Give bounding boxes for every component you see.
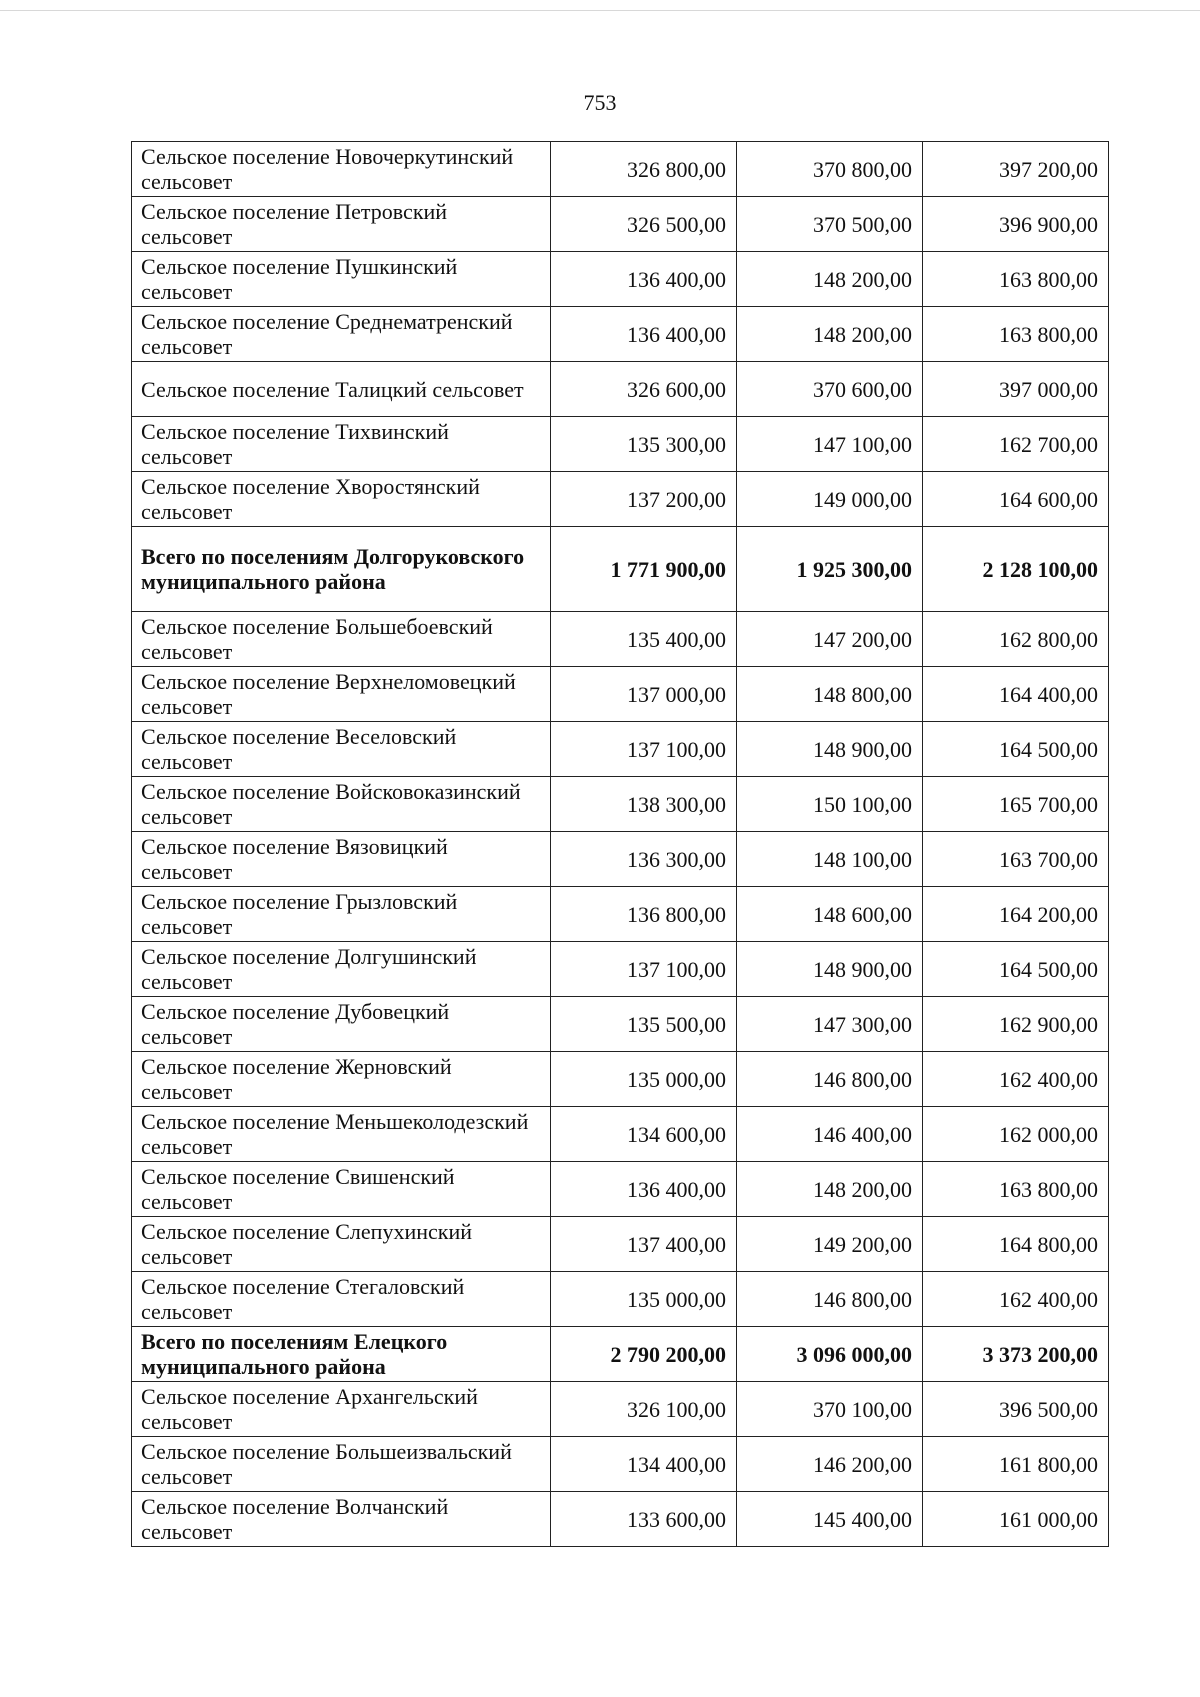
amount-cell-2: 148 900,00 [737,942,923,997]
amount-cell-1: 138 300,00 [551,777,737,832]
amount-cell-2: 148 800,00 [737,667,923,722]
settlement-name-cell: Сельское поселение Войсковоказинский сельсовет [132,777,551,832]
amount-cell-1: 135 400,00 [551,612,737,667]
amount-cell-1: 135 300,00 [551,417,737,472]
table-row [132,667,1109,722]
amount-cell-1: 137 200,00 [551,472,737,527]
amount-cell-1: 137 100,00 [551,942,737,997]
amount-cell-1: 136 400,00 [551,252,737,307]
amount-cell-1: 134 600,00 [551,1107,737,1162]
amount-cell-2: 149 200,00 [737,1217,923,1272]
amount-cell-1: 137 000,00 [551,667,737,722]
table-row [132,142,1109,197]
amount-cell-1: 2 790 200,00 [551,1327,737,1382]
amount-cell-2: 146 200,00 [737,1437,923,1492]
table-row [132,887,1109,942]
amount-cell-1: 136 400,00 [551,307,737,362]
amount-cell-2: 146 400,00 [737,1107,923,1162]
settlement-name-cell: Сельское поселение Вязовицкий сельсовет [132,832,551,887]
settlement-name-cell: Сельское поселение Пушкинский сельсовет [132,252,551,307]
amount-cell-1: 136 400,00 [551,1162,737,1217]
amount-cell-3: 396 900,00 [923,197,1109,252]
amount-cell-3: 163 700,00 [923,832,1109,887]
settlement-name-cell: Сельское поселение Новочеркутинский сельсовет [132,142,551,197]
amount-cell-3: 162 700,00 [923,417,1109,472]
amount-cell-1: 135 000,00 [551,1272,737,1327]
amount-cell-3: 163 800,00 [923,252,1109,307]
amount-cell-2: 148 200,00 [737,252,923,307]
settlement-name-cell: Всего по поселениям Долгоруковского муниципального района [132,527,551,612]
settlement-name-cell: Сельское поселение Стегаловский сельсовет [132,1272,551,1327]
amount-cell-3: 161 000,00 [923,1492,1109,1547]
amount-cell-2: 148 600,00 [737,887,923,942]
table-row [132,612,1109,667]
table-row [132,1217,1109,1272]
amount-cell-2: 147 200,00 [737,612,923,667]
table-row [132,252,1109,307]
amount-cell-3: 397 000,00 [923,362,1109,417]
settlement-name-cell: Всего по поселениям Елецкого муниципального района [132,1327,551,1382]
table-row [132,472,1109,527]
amount-cell-3: 162 400,00 [923,1052,1109,1107]
amount-cell-1: 133 600,00 [551,1492,737,1547]
page-number: 753 [583,90,617,115]
amount-cell-2: 148 900,00 [737,722,923,777]
settlement-name-cell: Сельское поселение Архангельский сельсовет [132,1382,551,1437]
settlement-name-cell: Сельское поселение Петровский сельсовет [132,197,551,252]
amount-cell-2: 147 300,00 [737,997,923,1052]
settlement-name-cell: Сельское поселение Большебоевский сельсовет [132,612,551,667]
table-row [132,722,1109,777]
table-row [132,1492,1109,1547]
amount-cell-1: 326 100,00 [551,1382,737,1437]
amount-cell-1: 326 500,00 [551,197,737,252]
table-row [132,942,1109,997]
settlement-name-cell: Сельское поселение Слепухинский сельсовет [132,1217,551,1272]
amount-cell-1: 137 100,00 [551,722,737,777]
table-row [132,197,1109,252]
amount-cell-1: 136 800,00 [551,887,737,942]
settlement-name-cell: Сельское поселение Тихвинский сельсовет [132,417,551,472]
table-row-total [132,527,1109,612]
table-row [132,997,1109,1052]
amount-cell-2: 370 600,00 [737,362,923,417]
settlement-name-cell: Сельское поселение Жерновский сельсовет [132,1052,551,1107]
settlement-name-cell: Сельское поселение Волчанский сельсовет [132,1492,551,1547]
amount-cell-2: 370 100,00 [737,1382,923,1437]
amount-cell-1: 134 400,00 [551,1437,737,1492]
amount-cell-3: 3 373 200,00 [923,1327,1109,1382]
amount-cell-3: 2 128 100,00 [923,527,1109,612]
amount-cell-2: 149 000,00 [737,472,923,527]
amount-cell-1: 137 400,00 [551,1217,737,1272]
amount-cell-3: 165 700,00 [923,777,1109,832]
table-row [132,417,1109,472]
amount-cell-3: 161 800,00 [923,1437,1109,1492]
amount-cell-3: 164 400,00 [923,667,1109,722]
amount-cell-3: 162 400,00 [923,1272,1109,1327]
amount-cell-2: 145 400,00 [737,1492,923,1547]
amount-cell-2: 1 925 300,00 [737,527,923,612]
settlement-name-cell: Сельское поселение Дубовецкий сельсовет [132,997,551,1052]
settlement-name-cell: Сельское поселение Среднематренский сельсовет [132,307,551,362]
amount-cell-1: 136 300,00 [551,832,737,887]
amount-cell-1: 1 771 900,00 [551,527,737,612]
amount-cell-1: 135 000,00 [551,1052,737,1107]
amount-cell-2: 147 100,00 [737,417,923,472]
amount-cell-3: 164 500,00 [923,722,1109,777]
amount-cell-2: 146 800,00 [737,1052,923,1107]
table-row [132,1162,1109,1217]
amount-cell-3: 162 800,00 [923,612,1109,667]
amount-cell-3: 164 800,00 [923,1217,1109,1272]
settlement-name-cell: Сельское поселение Веселовский сельсовет [132,722,551,777]
amount-cell-2: 3 096 000,00 [737,1327,923,1382]
amount-cell-2: 146 800,00 [737,1272,923,1327]
amount-cell-3: 164 200,00 [923,887,1109,942]
amount-cell-2: 148 200,00 [737,307,923,362]
settlement-name-cell: Сельское поселение Меньшеколодезский сельсовет [132,1107,551,1162]
amount-cell-3: 396 500,00 [923,1382,1109,1437]
table-row [132,307,1109,362]
amount-cell-3: 164 500,00 [923,942,1109,997]
amount-cell-1: 135 500,00 [551,997,737,1052]
settlement-name-cell: Сельское поселение Талицкий сельсовет [132,362,551,417]
table-row [132,1272,1109,1327]
scan-edge-line [0,10,1200,11]
table-row [132,1437,1109,1492]
table-row [132,1052,1109,1107]
table-body [132,142,1109,1547]
amount-cell-2: 150 100,00 [737,777,923,832]
table-row-total [132,1327,1109,1382]
amount-cell-2: 148 100,00 [737,832,923,887]
amount-cell-3: 162 900,00 [923,997,1109,1052]
amount-cell-3: 397 200,00 [923,142,1109,197]
amount-cell-3: 163 800,00 [923,1162,1109,1217]
amount-cell-2: 148 200,00 [737,1162,923,1217]
table-row [132,1107,1109,1162]
amount-cell-2: 370 500,00 [737,197,923,252]
settlement-name-cell: Сельское поселение Грызловский сельсовет [132,887,551,942]
table-row [132,1382,1109,1437]
table-row [132,777,1109,832]
settlement-name-cell: Сельское поселение Долгушинский сельсовет [132,942,551,997]
amount-cell-1: 326 800,00 [551,142,737,197]
amount-cell-3: 163 800,00 [923,307,1109,362]
settlement-name-cell: Сельское поселение Большеизвальский сельсовет [132,1437,551,1492]
amount-cell-3: 162 000,00 [923,1107,1109,1162]
table-row [132,832,1109,887]
settlements-budget-table [131,141,1109,1547]
settlement-name-cell: Сельское поселение Хворостянский сельсовет [132,472,551,527]
amount-cell-3: 164 600,00 [923,472,1109,527]
table-row [132,362,1109,417]
settlement-name-cell: Сельское поселение Свишенский сельсовет [132,1162,551,1217]
amount-cell-1: 326 600,00 [551,362,737,417]
amount-cell-2: 370 800,00 [737,142,923,197]
settlement-name-cell: Сельское поселение Верхнеломовецкий сельсовет [132,667,551,722]
